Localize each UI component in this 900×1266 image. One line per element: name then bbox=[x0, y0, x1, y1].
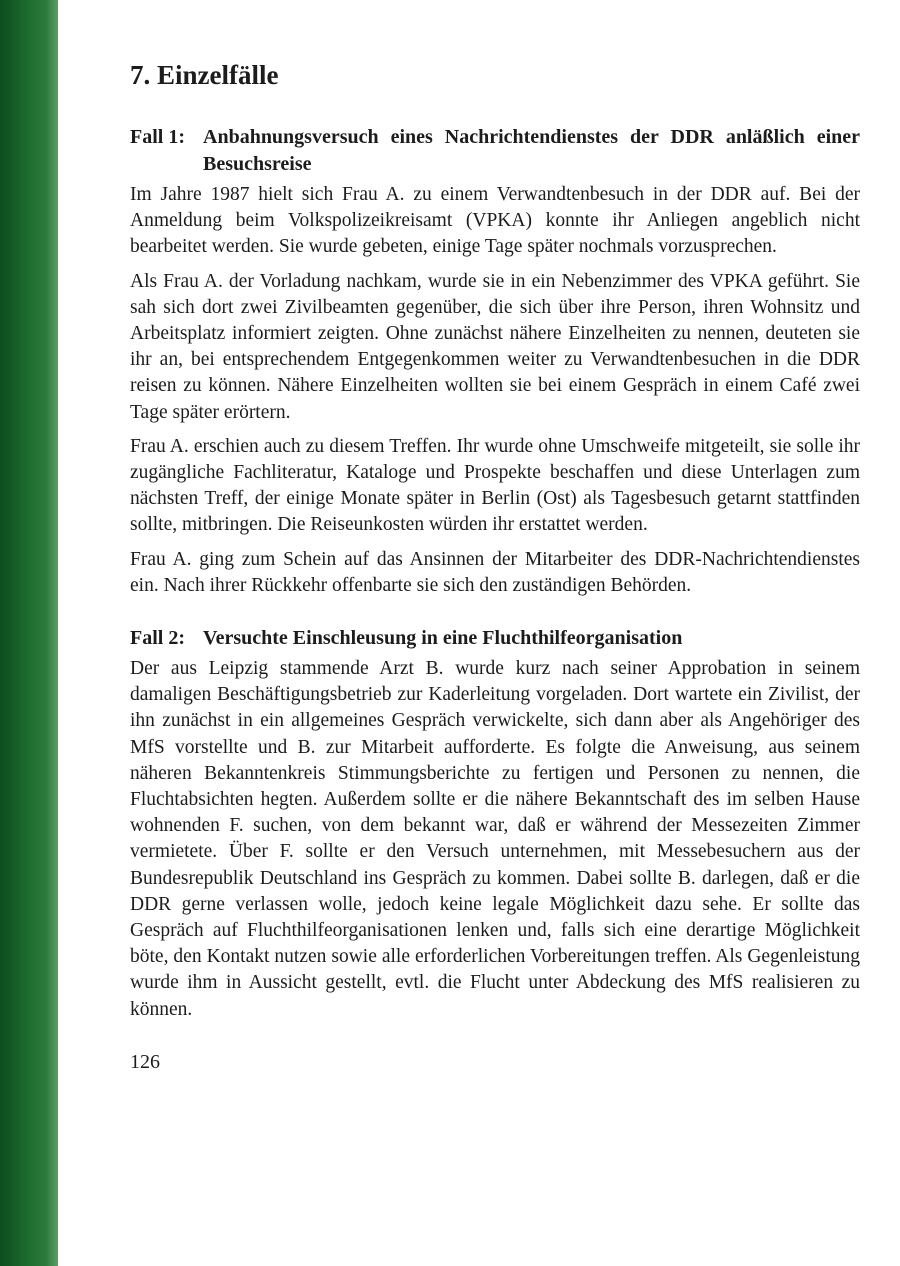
case-1-paragraph-2: Als Frau A. der Vorladung nachkam, wurde sie in ein Nebenzimmer des VPKA geführt. Sie sah sich dort zwei Zivilbeamten gegenüber, die sich über ihre Person, ihren Wohnsitz und Arbeitsplatz informiert zeigten. Ohne zunächst nähere Einzelheiten zu nennen, deuteten sie ihr an, bei entsprechendem Entgegenkommen weiter zu Verwandtenbesuchen in die DDR reisen zu können. Nähere Einzelheiten wollten sie bei einem Gespräch in einem Café zwei Tage später erörtern. bbox=[130, 270, 860, 423]
chapter-title: 7. Einzelfälle bbox=[130, 60, 279, 90]
page-content bbox=[130, 58, 860, 1075]
page-number: 126 bbox=[130, 1050, 160, 1073]
case-1-section bbox=[130, 124, 860, 599]
case-1-paragraph-3: Frau A. erschien auch zu diesem Treffen. Ihr wurde ohne Umschweife mitgeteilt, sie solle ihr zugängliche Fachliteratur, Kataloge und Prospekte beschaffen und diese Unterlagen zum nächsten Treff, der einige Monate später in Berlin (Ost) als Tagesbesuch getarnt stattfinden sollte, mitbringen. Die Reiseunkosten würden ihr erstattet werden. bbox=[130, 435, 860, 536]
case-1-paragraph-1: Im Jahre 1987 hielt sich Frau A. zu einem Verwandtenbesuch in der DDR auf. Bei der Anmeldung beim Volkspolizeikreisamt (VPKA) konnte ihr Anliegen angeblich nicht bearbeitet werden. Sie wurde gebeten, einige Tage später nochmals vorzusprechen. bbox=[130, 184, 860, 258]
case-1-label: Fall 1: bbox=[130, 126, 185, 148]
case-2-section bbox=[130, 625, 860, 1023]
book-spine-edge bbox=[0, 0, 58, 1266]
case-1-title: Anbahnungsversuch eines Nachrichtendienstes der DDR anläßlich einer Besuchsreise bbox=[203, 126, 860, 175]
case-2-paragraph-1: Der aus Leipzig stammende Arzt B. wurde kurz nach seiner Approbation in seinem damaligen Beschäftigungsbetrieb zur Kaderleitung vorgeladen. Dort wartete ein Zivilist, der ihn zunächst in ein allgemeines Gespräch verwickelte, sich dann aber als Angehöriger des MfS vorstellte und B. zur Mitarbeit aufforderte. Es folgte die Anweisung, aus seinem näheren Bekanntenkreis Stimmungsberichte zu fertigen und Personen zu nennen, die Fluchtabsichten hegten. Außerdem sollte er die nähere Bekanntschaft des im selben Hause wohnenden F. suchen, von dem bekannt war, daß er während der Messezeiten Zimmer vermietete. Über F. sollte er den Versuch unternehmen, mit Messebesuchern aus der Bundesrepublik Deutschland ins Gespräch zu kommen. Dabei sollte B. darlegen, daß er die DDR gerne verlassen wolle, jedoch keine legale Möglichkeit dazu sehe. Er sollte das Gespräch auf Fluchthilfeorganisationen lenken und, falls sich eine derartige Möglichkeit böte, den Kontakt nutzen sowie alle erforderlichen Vorbereitungen treffen. Als Gegenleistung wurde ihm in Aussicht gestellt, evtl. die Flucht unter Abdeckung des MfS realisieren zu können. bbox=[130, 658, 860, 1020]
case-2-heading bbox=[130, 625, 860, 652]
case-1-heading bbox=[130, 124, 860, 178]
case-1-paragraph-4: Frau A. ging zum Schein auf das Ansinnen der Mitarbeiter des DDR-Nachrichtendienstes ein. Nach ihrer Rückkehr offenbarte sie sich den zuständigen Behörden. bbox=[130, 548, 860, 596]
case-2-title: Versuchte Einschleusung in eine Fluchthilfeorganisation bbox=[203, 627, 683, 650]
case-2-label: Fall 2: bbox=[130, 627, 185, 650]
